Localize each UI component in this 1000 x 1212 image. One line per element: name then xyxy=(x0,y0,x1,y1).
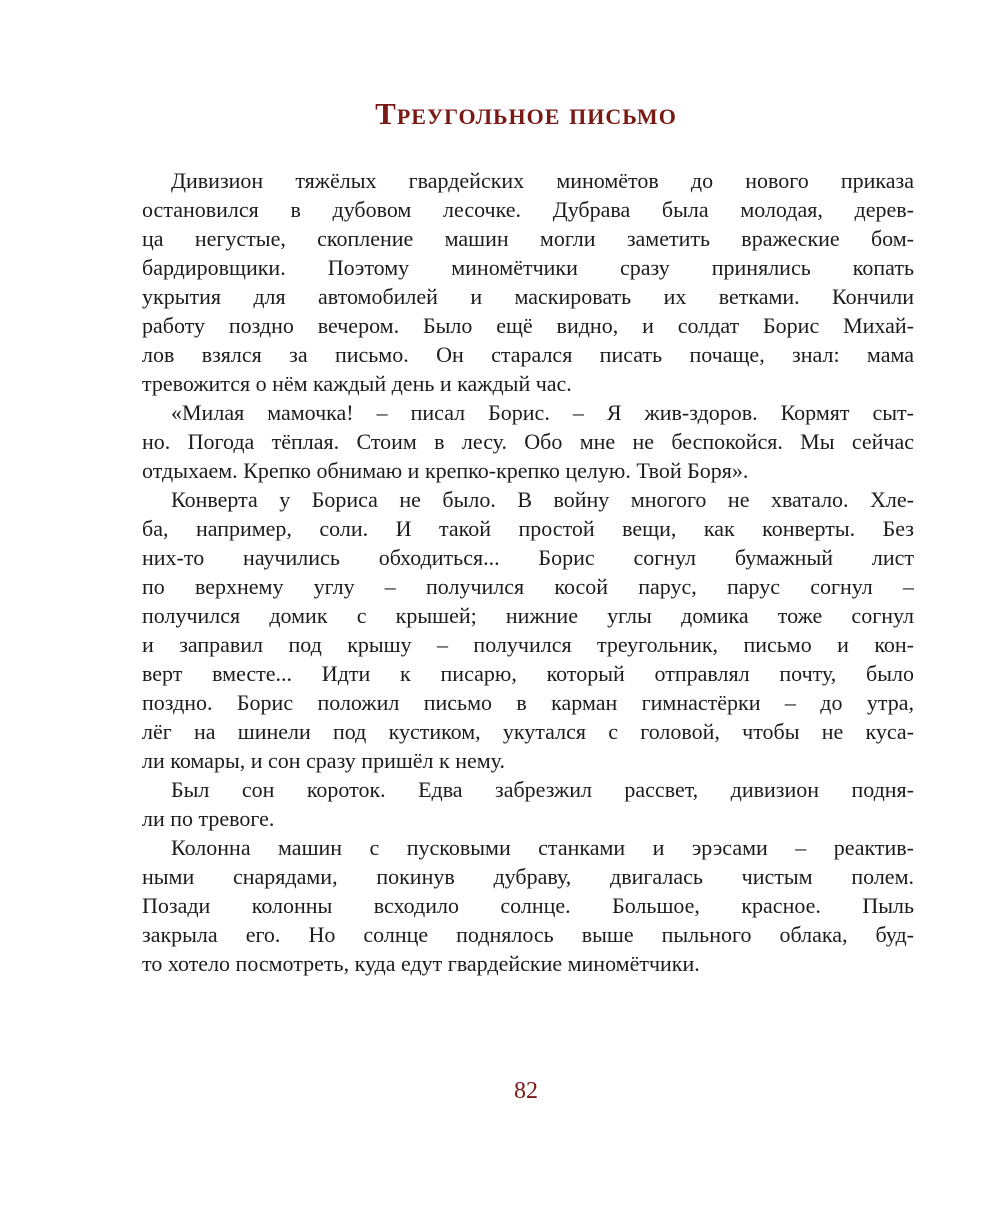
page-number: 82 xyxy=(514,1078,538,1104)
text-line: тревожится о нём каждый день и каждый час. xyxy=(142,371,572,396)
text-line: Позади колонны всходило солнце. Большое, красное. Пыль xyxy=(142,893,914,918)
text-line: ли комары, и сон сразу пришёл к нему. xyxy=(142,748,505,773)
text-line: Колонна машин с пусковыми станками и эрэсами – реактив- xyxy=(171,835,914,860)
text-line: работу поздно вечером. Было ещё видно, и солдат Борис Михай- xyxy=(142,313,914,338)
text-line: лёг на шинели под кустиком, укутался с головой, чтобы не куса- xyxy=(142,719,914,744)
text-line: получился домик с крышей; нижние углы домика тоже согнул xyxy=(142,603,914,628)
text-line: то хотело посмотреть, куда едут гвардейские миномётчики. xyxy=(142,951,700,976)
text-line: бардировщики. Поэтому миномётчики сразу принялись копать xyxy=(142,255,914,280)
text-line: но. Погода тёплая. Стоим в лесу. Обо мне не беспокойся. Мы сейчас xyxy=(142,429,914,454)
text-line: остановился в дубовом лесочке. Дубрава была молодая, дерев- xyxy=(142,197,914,222)
body-text xyxy=(142,166,914,978)
text-line: и заправил под крышу – получился треугольник, письмо и кон- xyxy=(142,632,914,657)
text-line: поздно. Борис положил письмо в карман гимнастёрки – до утра, xyxy=(142,690,914,715)
text-line: них-то научились обходиться... Борис согнул бумажный лист xyxy=(142,545,914,570)
text-line: Дивизион тяжёлых гвардейских миномётов до нового приказа xyxy=(171,168,914,193)
text-line: ба, например, соли. И такой простой вещи, как конверты. Без xyxy=(142,516,914,541)
text-line: ными снарядами, покинув дубраву, двигалась чистым полем. xyxy=(142,864,914,889)
text-line: Был сон короток. Едва забрезжил рассвет, дивизион подня- xyxy=(171,777,914,802)
text-line: ца негустые, скопление машин могли заметить вражеские бом- xyxy=(142,226,914,251)
text-line: «Милая мамочка! – писал Борис. – Я жив-здоров. Кормят сыт- xyxy=(171,400,914,425)
text-line: верт вместе... Идти к писарю, который отправлял почту, было xyxy=(142,661,914,686)
text-line: по верхнему углу – получился косой парус, парус согнул – xyxy=(142,574,914,599)
chapter-title: Треугольное письмо xyxy=(375,96,677,131)
text-line: лов взялся за письмо. Он старался писать почаще, знал: мама xyxy=(142,342,914,367)
text-line: Конверта у Бориса не было. В войну многого не хватало. Хле- xyxy=(171,487,914,512)
text-line: закрыла его. Но солнце поднялось выше пыльного облака, буд- xyxy=(142,922,914,947)
text-line: ли по тревоге. xyxy=(142,806,275,831)
text-line: отдыхаем. Крепко обнимаю и крепко-крепко целую. Твой Боря». xyxy=(142,458,749,483)
text-line: укрытия для автомобилей и маскировать их ветками. Кончили xyxy=(142,284,914,309)
